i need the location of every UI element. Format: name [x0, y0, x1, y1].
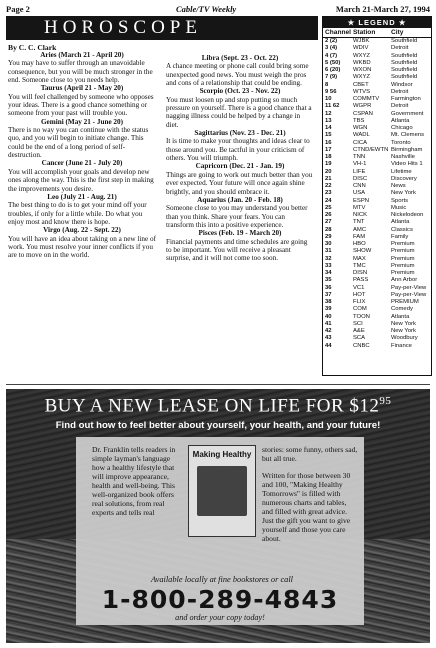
legend-city: Birmingham: [391, 146, 423, 153]
channel-legend: [322, 16, 432, 376]
legend-channel: 19: [325, 161, 332, 168]
legend-channel: 32: [325, 255, 332, 262]
byline: By C. C. Clark: [8, 43, 57, 52]
legend-channel: 31: [325, 248, 332, 255]
legend-city: Detroit: [391, 45, 409, 52]
legend-station: PASS: [353, 277, 369, 284]
sign-heading: Aries (March 21 - April 20): [40, 51, 124, 59]
legend-row: [323, 53, 431, 60]
legend-city: Family: [391, 233, 409, 240]
sign-text: The best thing to do is to get your mind off your troubles, if only for a little while. Do what you enjoy most and know there is hope.: [8, 201, 147, 226]
ad-promo-card: [76, 437, 364, 625]
legend-city: Atlanta: [391, 219, 410, 226]
legend-station: WJBK: [353, 38, 370, 44]
legend-row: [323, 314, 431, 321]
legend-city: Premium: [391, 248, 415, 255]
sign-text: You will have an idea about taking on a new line of work. You must resolve your inner conflicts if you are to move on in the world.: [8, 234, 156, 260]
legend-station: WGN: [353, 125, 368, 131]
legend-row: [323, 328, 431, 335]
book-cover: [188, 445, 256, 537]
legend-station: WXON: [353, 67, 372, 73]
legend-channel: 8: [325, 81, 329, 88]
ad-subhead: Find out how to feel better about yourself, your health, and your future!: [55, 420, 381, 431]
legend-station: TNT: [353, 219, 365, 226]
legend-channel: 6 (20): [325, 67, 341, 73]
legend-station: TBS: [353, 117, 365, 124]
legend-row: [323, 38, 431, 45]
legend-row: [323, 74, 431, 81]
sign-heading: Leo (July 21 - Aug. 21): [47, 192, 117, 201]
legend-station: WGPR: [353, 103, 372, 110]
legend-city: Discovery: [391, 175, 417, 182]
legend-station: CNN: [353, 183, 366, 189]
legend-station: CNBC: [353, 342, 370, 349]
legend-header: [323, 28, 431, 38]
sign-text: You may have to suffer through an unavoidable consequence, but you will be much stronger in the end. Someone close to you needs help.: [8, 59, 153, 85]
legend-channel: 40: [325, 313, 332, 320]
sign-text: There is no way you can continue with the status quo, and you will begin to initiate change. This could be the end of a long period of self-destruction.: [8, 126, 149, 160]
legend-channel: 7 (9): [325, 74, 338, 81]
legend-header-station: Station: [353, 29, 376, 36]
legend-city: Atlanta: [391, 117, 410, 124]
legend-station: VH-1: [353, 161, 367, 168]
legend-row: [323, 306, 431, 313]
legend-station: DISC: [353, 175, 368, 182]
legend-channel: 12: [325, 110, 332, 117]
legend-station: HOT: [353, 291, 366, 298]
horoscope-title-bar: [6, 16, 318, 40]
legend-channel: 15: [325, 132, 332, 139]
legend-channel: 37: [325, 291, 332, 298]
ad-promo-right: Written for those between 30 and 100, "Making Healthy Tomorrows" is filled with numerous charts and tables, and filled with great advice. Just the gift you want to give yourself and those you care about.: [262, 471, 351, 543]
legend-city: Lifetime: [391, 168, 412, 175]
legend-city: Sports: [391, 197, 409, 204]
legend-row: [323, 183, 431, 190]
legend-channel: 39: [325, 306, 332, 313]
legend-header-city: City: [391, 29, 404, 36]
legend-row: [323, 321, 431, 328]
legend-row: [323, 161, 431, 168]
legend-channel: 14: [325, 125, 332, 131]
legend-city: Woodbury: [391, 335, 418, 342]
sign-heading: Cancer (June 21 - July 20): [41, 159, 123, 168]
legend-city: Pay-per-View: [391, 291, 427, 298]
legend-city: Comedy: [391, 306, 413, 313]
book-advertisement: [6, 389, 430, 643]
legend-channel: 38: [325, 299, 332, 305]
legend-row: [323, 292, 431, 299]
legend-row: [323, 45, 431, 52]
ad-headline-text: BUY A NEW LEASE ON LIFE FOR: [44, 395, 345, 417]
legend-row: [323, 103, 431, 110]
legend-channel: 13: [325, 117, 332, 124]
legend-row: [323, 205, 431, 212]
legend-city: New York: [391, 320, 416, 327]
legend-city: Toronto: [391, 139, 411, 146]
legend-station: FAM: [353, 233, 366, 240]
legend-row: [323, 277, 431, 284]
legend-channel: 25: [325, 204, 332, 211]
legend-city: Video Hits 1: [391, 161, 423, 168]
legend-row: [323, 125, 431, 132]
legend-row: [323, 67, 431, 74]
book-cover-image: [197, 466, 247, 516]
legend-station: WKBD: [353, 59, 371, 66]
legend-station: WADL: [353, 132, 370, 139]
legend-channel: 23: [325, 190, 332, 197]
legend-channel: 17: [325, 146, 332, 153]
legend-row: [323, 256, 431, 263]
legend-city: Chicago: [391, 125, 413, 131]
legend-city: Farmington: [391, 96, 421, 102]
legend-row: [323, 60, 431, 67]
legend-station: CBET: [353, 81, 369, 88]
legend-station: FLIX: [353, 299, 366, 305]
legend-city: Music: [391, 204, 407, 211]
legend-city: Classics: [391, 226, 413, 233]
legend-channel: 29: [325, 233, 332, 240]
legend-station: HBO: [353, 241, 366, 247]
legend-station: WXYZ: [353, 52, 371, 59]
legend-row: [323, 248, 431, 255]
sign-heading: Virgo (Aug. 22 - Sept. 22): [43, 226, 121, 235]
legend-channel: 28: [325, 226, 332, 233]
legend-station: VC1: [353, 284, 365, 291]
legend-row: [323, 241, 431, 248]
legend-channel: 10: [325, 96, 332, 102]
legend-city: Nickelodeon: [391, 212, 424, 218]
sign-text: Someone close to you may understand you better than you think. Share your fears. You can transform this into a positive experience.: [166, 204, 308, 229]
legend-city: Government: [391, 110, 424, 117]
sign-text: You will accomplish your goals and develop new ones along the way. This is the first step in making the improvements you desire.: [8, 167, 154, 193]
legend-city: Nashville: [391, 154, 415, 160]
legend-rows: [323, 38, 431, 350]
legend-channel: 41: [325, 320, 332, 327]
legend-city: Premium: [391, 262, 415, 269]
legend-city: Ann Arbor: [391, 277, 418, 284]
legend-city: Southfield: [391, 59, 418, 66]
legend-station: ESPN: [353, 197, 370, 204]
legend-station: LIFE: [353, 168, 366, 175]
publication-name: Cable/TV Weekly: [176, 4, 237, 14]
legend-row: [323, 89, 431, 96]
legend-channel: 26: [325, 212, 332, 218]
legend-row: [323, 299, 431, 306]
legend-row: [323, 82, 431, 89]
legend-city: Southfield: [391, 67, 418, 73]
legend-header-channel: Channel: [325, 29, 352, 36]
legend-channel: 36: [325, 284, 332, 291]
legend-channel: 20: [325, 168, 332, 175]
legend-city: Southfield: [391, 38, 418, 44]
sign-text: You will feel challenged by someone who opposes your ideas. There is a good chance something or someone from your past will trouble you.: [8, 92, 154, 118]
legend-station: MAX: [353, 255, 366, 262]
horoscope-column-1: [8, 51, 156, 260]
legend-city: Premium: [391, 270, 415, 276]
legend-city: Detroit: [391, 88, 409, 95]
legend-channel: 3 (4): [325, 45, 338, 52]
legend-station: SCI: [353, 320, 363, 327]
legend-city: Southfield: [391, 74, 418, 81]
legend-row: [323, 343, 431, 350]
sign-heading: Sagittarius (Nov. 23 - Dec. 21): [194, 129, 286, 138]
legend-row: [323, 219, 431, 226]
legend-channel: 27: [325, 219, 332, 226]
legend-station: SCA: [353, 335, 366, 342]
legend-channel: 34: [325, 270, 332, 276]
legend-city: PREMIUM: [391, 299, 419, 305]
legend-row: [323, 227, 431, 234]
legend-channel: 44: [325, 342, 332, 349]
legend-channel: 24: [325, 197, 332, 204]
sign-text: A chance meeting or phone call could bring some unexpected good news. You must weigh the pros and cons of a relationship that could be ending.: [166, 62, 309, 88]
sign-text: You must loosen up and stop putting so much pressure on yourself. There is a good chance that a nagging illness could be helped by a change in diet.: [166, 95, 312, 129]
legend-station: TMC: [353, 262, 366, 269]
legend-row: [323, 335, 431, 342]
legend-channel: 4 (7): [325, 52, 338, 59]
ad-promo-right-top: stories: some funny, others sad, but all true.: [262, 445, 358, 463]
ad-order-line: and order your copy today!: [175, 613, 265, 622]
legend-channel: 11 62: [325, 103, 340, 110]
section-divider: [6, 384, 430, 385]
legend-channel: 2 (2): [325, 38, 338, 44]
ad-availability: Available locally at fine bookstores or call: [150, 575, 294, 584]
legend-city: New York: [391, 190, 416, 197]
legend-channel: 9 56: [325, 88, 337, 95]
legend-station: WTVS: [353, 88, 371, 95]
page-header: [6, 4, 430, 16]
legend-title: ★ LEGEND ★: [323, 17, 431, 28]
legend-city: Finance: [391, 342, 412, 349]
sign-heading: Gemini (May 21 - June 20): [40, 117, 124, 126]
sign-heading: Taurus (April 21 - May 20): [40, 84, 124, 93]
horoscope-column-2: [166, 54, 314, 263]
ad-price: $12: [349, 395, 380, 417]
legend-city: Premium: [391, 241, 415, 247]
legend-row: [323, 176, 431, 183]
legend-station: CSPAN: [353, 110, 373, 117]
sign-text: Financial payments and time schedules are going to be important. You will receive a pleasant surprise, and it will not come too soon.: [166, 237, 308, 263]
sign-heading: Libra (Sept. 23 - Oct. 22): [201, 54, 279, 62]
legend-city: New York: [391, 328, 416, 334]
legend-city: Mt. Clemens: [391, 132, 425, 139]
legend-station: WDIV: [353, 45, 369, 52]
sign-heading: Capricorn (Dec. 21 - Jan. 19): [195, 162, 285, 171]
legend-channel: 30: [325, 241, 332, 247]
legend-row: [323, 132, 431, 139]
page-number: Page 2: [6, 4, 30, 14]
legend-station: A&E: [353, 328, 365, 334]
legend-channel: 33: [325, 262, 332, 269]
legend-station: NICK: [353, 212, 368, 218]
legend-city: Southfield: [391, 52, 418, 59]
sign-text: Things are going to work out much better than you ever expected. Your future will once again shine brightly, and you should embrace it.: [166, 170, 313, 196]
legend-channel: 18: [325, 154, 332, 160]
legend-row: [323, 198, 431, 205]
legend-row: [323, 263, 431, 270]
ad-price-cents: 95: [379, 395, 392, 407]
legend-station: TNN: [353, 154, 366, 160]
legend-city: Premium: [391, 255, 415, 262]
legend-station: WXYZ: [353, 74, 371, 81]
legend-row: [323, 212, 431, 219]
legend-channel: 35: [325, 277, 332, 284]
legend-channel: 42: [325, 328, 332, 334]
legend-city: Pay-per-View: [391, 284, 427, 291]
legend-row: [323, 190, 431, 197]
legend-station: CICA: [353, 139, 368, 146]
legend-city: Windsor: [391, 81, 413, 88]
legend-station: AMC: [353, 226, 367, 233]
legend-channel: 43: [325, 335, 332, 342]
legend-station: DISN: [353, 270, 368, 276]
legend-channel: 22: [325, 183, 332, 189]
legend-channel: 21: [325, 175, 332, 182]
legend-station: SHOW: [353, 248, 372, 255]
legend-row: [323, 234, 431, 241]
legend-city: Detroit: [391, 103, 409, 110]
legend-station: CTND/EWTN: [353, 146, 389, 153]
ad-promo-left: Dr. Franklin tells readers in simple layman's language how a healthy lifestyle that will improve appearance, health and well-being. This well-organized book offers real solutions, from real experts and tells real: [92, 445, 176, 517]
legend-row: [323, 111, 431, 118]
legend-row: [323, 140, 431, 147]
legend-station: COM: [353, 306, 367, 313]
legend-station: USA: [353, 190, 366, 197]
issue-date: March 21-March 27, 1994: [335, 4, 430, 14]
legend-row: [323, 96, 431, 103]
legend-city: Atlanta: [391, 313, 410, 320]
horoscope-title: HOROSCOPE: [44, 17, 202, 38]
sign-heading: Aquarius (Jan. 20 - Feb. 18): [197, 195, 283, 204]
legend-station: MTV: [353, 204, 366, 211]
legend-channel: 5 (50): [325, 59, 341, 66]
legend-row: [323, 147, 431, 154]
legend-row: [323, 285, 431, 292]
legend-channel: 16: [325, 139, 332, 146]
legend-row: [323, 118, 431, 125]
legend-row: [323, 154, 431, 161]
ad-headline: [6, 395, 430, 417]
legend-city: News: [391, 183, 406, 189]
sign-text: It is time to make your thoughts and ideas clear to those around you. Be tactful in your criticism of others. You will triumph.: [166, 137, 310, 163]
legend-station: COMMTV: [353, 96, 380, 102]
legend-station: TOON: [353, 313, 370, 320]
sign-heading: Scorpio (Oct. 23 - Nov. 22): [199, 87, 281, 96]
book-title: Making Healthy: [192, 450, 252, 459]
ad-phone-number[interactable]: 1-800-289-4843: [101, 585, 339, 614]
legend-row: [323, 169, 431, 176]
legend-row: [323, 270, 431, 277]
sign-heading: Pisces (Feb. 19 - March 20): [198, 229, 282, 238]
